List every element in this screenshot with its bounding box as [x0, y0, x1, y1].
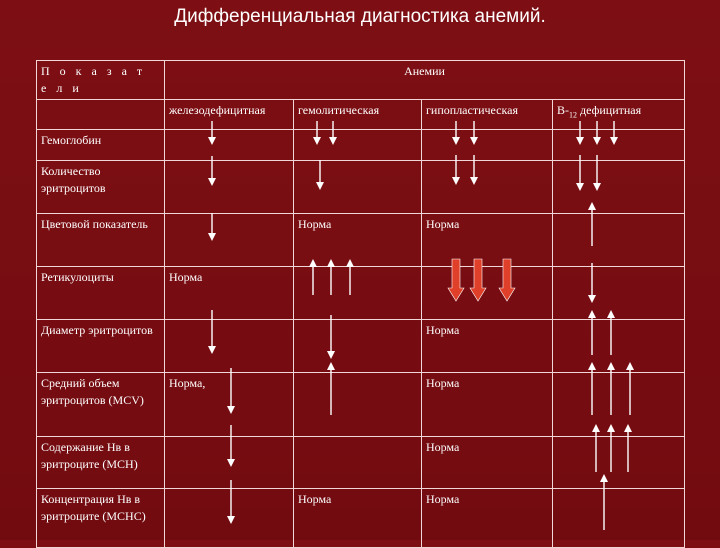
- row-label: Средний объем эритроцитов (MCV): [37, 373, 165, 437]
- cell-b12: [553, 267, 685, 320]
- table-row: [37, 489, 685, 548]
- cell-hypoplastic: [422, 267, 553, 320]
- row-label: Диаметр эритроцитов: [37, 320, 165, 373]
- cell-b12: [553, 320, 685, 373]
- cell-hemolytic: [294, 320, 422, 373]
- row-label: Ретикулоциты: [37, 267, 165, 320]
- col-hemolytic-header: гемолитическая: [294, 100, 422, 130]
- cell-b12: [553, 373, 685, 437]
- page-title: Дифференциальная диагностика анемий.: [174, 6, 546, 27]
- cell-iron: Норма,: [165, 373, 294, 437]
- cell-iron: [165, 130, 294, 161]
- row-label: Цветовой показатель: [37, 214, 165, 267]
- table-row: [37, 373, 685, 437]
- row-label: Количество эритроцитов: [37, 161, 165, 214]
- row-label: Гемоглобин: [37, 130, 165, 161]
- table-row: [37, 320, 685, 373]
- col-iron-header: железодефицитная: [165, 100, 294, 130]
- header-row-main: [37, 61, 685, 100]
- cell-iron: Норма: [165, 267, 294, 320]
- table-row: [37, 267, 685, 320]
- cell-hemolytic: [294, 267, 422, 320]
- table-row: [37, 437, 685, 489]
- cell-hemolytic: Норма: [294, 489, 422, 548]
- cell-b12: [553, 437, 685, 489]
- cell-b12: [553, 214, 685, 267]
- cell-hemolytic: [294, 373, 422, 437]
- cell-b12: [553, 161, 685, 214]
- cell-hemolytic: Норма: [294, 214, 422, 267]
- b12-prefix: В-: [557, 103, 569, 117]
- col-b12-header: [553, 100, 685, 130]
- cell-hypoplastic: Норма: [422, 437, 553, 489]
- row-label: Концентрация Нв в эритроците (MCHC): [37, 489, 165, 548]
- cell-hypoplastic: [422, 161, 553, 214]
- cell-iron: [165, 489, 294, 548]
- table-row: [37, 130, 685, 161]
- row-label: Содержание Нв в эритроците (MCH): [37, 437, 165, 489]
- col-hypoplastic-header: гипопластическая: [422, 100, 553, 130]
- cell-hypoplastic: Норма: [422, 214, 553, 267]
- cell-hemolytic: [294, 161, 422, 214]
- cell-b12: [553, 489, 685, 548]
- cell-b12: [553, 130, 685, 161]
- cell-iron: [165, 320, 294, 373]
- header-row-types: [37, 100, 685, 130]
- cell-hemolytic: [294, 130, 422, 161]
- b12-sub: 12: [569, 110, 577, 120]
- cell-iron: [165, 437, 294, 489]
- header-empty-cell: [37, 100, 165, 130]
- cell-iron: [165, 214, 294, 267]
- table-row: [37, 161, 685, 214]
- cell-iron: [165, 161, 294, 214]
- table-row: [37, 214, 685, 267]
- anemias-header: Анемии: [165, 61, 685, 100]
- b12-suffix: дефицитная: [577, 103, 642, 117]
- diagnosis-table: [36, 60, 685, 548]
- cell-hypoplastic: [422, 130, 553, 161]
- cell-hypoplastic: Норма: [422, 489, 553, 548]
- cell-hypoplastic: Норма: [422, 373, 553, 437]
- indicators-header: П о к а з а т е л и: [37, 61, 165, 100]
- cell-hemolytic: [294, 437, 422, 489]
- cell-hypoplastic: Норма: [422, 320, 553, 373]
